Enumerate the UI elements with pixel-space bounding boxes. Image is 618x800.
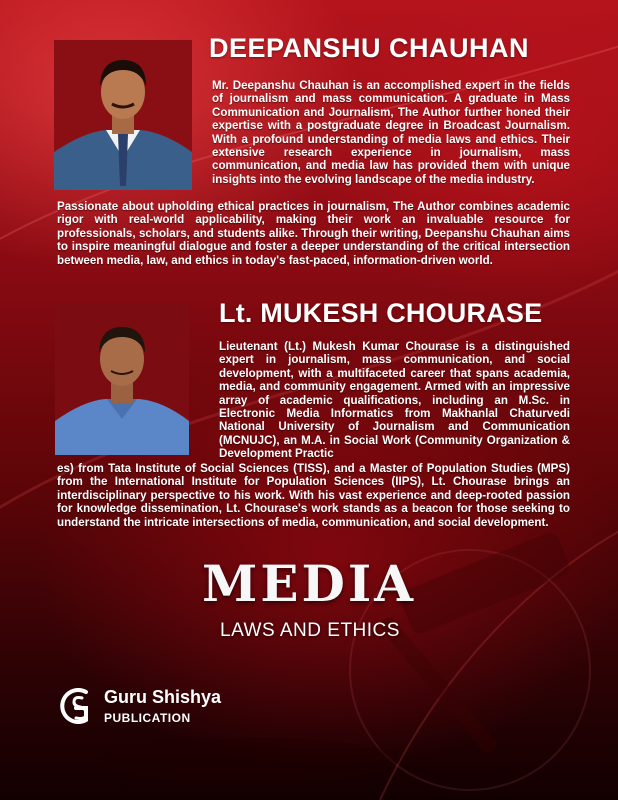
- publisher-label: PUBLICATION: [104, 711, 191, 725]
- author1-name: DEEPANSHU CHAUHAN: [209, 33, 530, 63]
- gs-monogram-icon: [56, 684, 98, 728]
- author2-bio-intro: Lieutenant (Lt.) Mukesh Kumar Chourase is a distinguished expert in journalism, mass communication, and social development, with a multifaceted career that spans academia, media, and community engagement. Armed with an impressive array of academic qualifications, including an M.Sc. in Electronic Media Informatics from Makhanlal Chaturvedi National University of Journalism and Communication (MCNUJC), an M.A. in Social Work (Community Organization & Development Practic: [219, 340, 570, 461]
- publisher-block: [56, 684, 256, 728]
- book-title: MEDIA: [202, 554, 416, 613]
- publisher-name: Guru Shishya: [104, 687, 222, 707]
- author2-name: Lt. MUKESH CHOURASE: [219, 298, 543, 328]
- book-subtitle: LAWS AND ETHICS: [220, 620, 400, 641]
- author1-bio-intro: Mr. Deepanshu Chauhan is an accomplished expert in the fields of journalism and mass communication. A graduate in Mass Communication and Journalism, The Author further honed their expertise with a postgraduate degree in Broadcast Journalism. With a profound understanding of media laws and ethics. Their extensive research experience in journalism, mass communication, and media law has provided them with unique insights into the evolving landscape of the media industry.: [212, 79, 570, 186]
- author2-bio-continued: es) from Tata Institute of Social Sciences (TISS), and a Master of Population Studies (MPS) from the International Institute for Population Sciences (IIPS), Lt. Chourase brings an interdisciplinary perspective to his work. With his vast experience and deep-rooted passion for knowledge dissemination, Lt. Chourase's work stands as a beacon for those seeking to understand the intricate intersections of media, communication, and social development.: [57, 462, 570, 529]
- author1-bio-continued: Passionate about upholding ethical practices in journalism, The Author combines academic rigor with real-world applicability, making their work an invaluable resource for professionals, scholars, and students alike. Through their writing, Deepanshu Chauhan aims to inspire meaningful dialogue and foster a deeper understanding of the critical intersection between media, law, and ethics in today's fast-paced, information-driven world.: [57, 200, 570, 267]
- author1-photo: [54, 40, 192, 190]
- author2-photo: [55, 303, 189, 455]
